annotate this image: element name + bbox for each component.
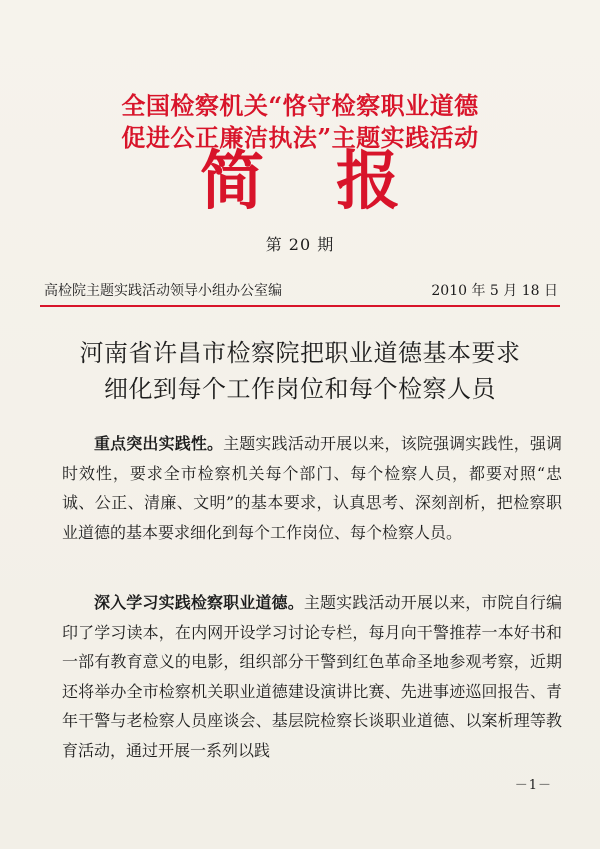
bulletin-banner-char-bao: 报 (336, 144, 400, 219)
paragraph-lead: 深入学习实践检察职业道德。 (94, 593, 304, 612)
paragraph-text: 主题实践活动开展以来，市院自行编印了学习读本，在内网开设学习讨论专栏，每月向干警推荐一本好书和一部有教育意义的电影，组织部分干警到红色革命圣地参观考察，近期还将举办全市检察机关职业道德建设演讲比赛、先进事迹巡回报告、青年干警与老检察人员座谈会、基层院检察长谈职业道德、以案析理等教育活动，通过开展一系列以践 (62, 593, 562, 760)
article-paragraph (62, 588, 562, 765)
bulletin-header-title-line2: 促进公正廉洁执法”主题实践活动 (121, 123, 479, 152)
issue-number: 第 20 期 (265, 235, 335, 254)
article-paragraph (62, 429, 562, 547)
page-number: －1－ (514, 778, 552, 793)
header-divider-rule (40, 305, 560, 307)
editor-line: 高检院主题实践活动领导小组办公室编 (44, 283, 282, 299)
bulletin-header-title-line1: 全国检察机关“恪守检察职业道德 (121, 91, 479, 120)
bleed-through-texture (60, 180, 330, 201)
paragraph-lead: 重点突出实践性。 (94, 434, 224, 453)
paragraph-text: 主题实践活动开展以来，该院强调实践性，强调时效性，要求全市检察机关每个部门、每个检察人员，都要对照“忠诚、公正、清廉、文明”的基本要求，认真思考、深刻剖析，把检察职业道德的基本要求细化到每个工作岗位、每个检察人员。 (62, 434, 562, 542)
publish-date: 2010 年 5 月 18 日 (431, 283, 558, 299)
article-title-line1: 河南省许昌市检察院把职业道德基本要求 (79, 339, 521, 367)
article-title-line2: 细化到每个工作岗位和每个检察人员 (104, 375, 496, 403)
bulletin-banner-char-jian: 简 (200, 144, 264, 219)
